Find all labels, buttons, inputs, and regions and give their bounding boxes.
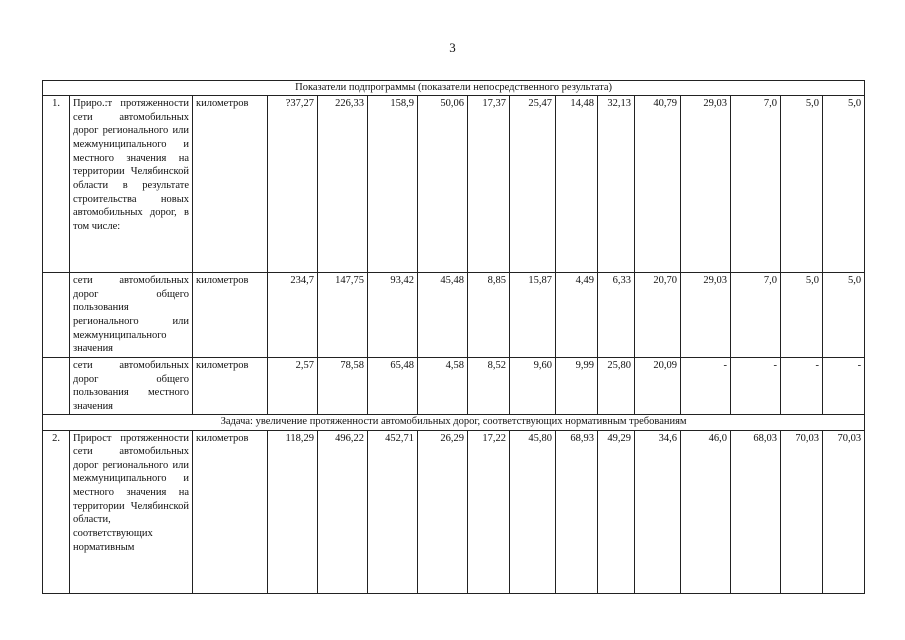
value-cell: 45,80 [510,430,556,593]
value-cell: 93,42 [368,273,418,358]
value-cell: 68,03 [731,430,781,593]
value-cell: 45,48 [418,273,468,358]
value-cell: 8,52 [468,357,510,415]
value-cell: 20,70 [635,273,681,358]
value-cell: 65,48 [368,357,418,415]
value-cell: - [731,357,781,415]
value-cell: 68,93 [556,430,598,593]
value-cell: 6,33 [598,273,635,358]
value-cell: 7,0 [731,96,781,273]
unit-cell: километров [193,357,268,415]
value-cell: 40,79 [635,96,681,273]
value-cell: - [781,357,823,415]
value-cell: 2,57 [268,357,318,415]
value-cell: 5,0 [823,96,865,273]
value-cell: - [823,357,865,415]
value-cell: 32,13 [598,96,635,273]
value-cell: 25,47 [510,96,556,273]
value-cell: - [681,357,731,415]
value-cell: 46,0 [681,430,731,593]
indicator-description: сети автомобильных дорог общего пользования местного значения [70,357,193,415]
row-number [43,273,70,358]
value-cell: 29,03 [681,96,731,273]
task-title: Задача: увеличение протяженности автомобильных дорог, соответствующих нормативным требованиям [43,415,865,430]
value-cell: 8,85 [468,273,510,358]
table-row [43,273,865,358]
value-cell: 452,71 [368,430,418,593]
value-cell: 234,7 [268,273,318,358]
unit-cell: километров [193,430,268,593]
value-cell: 70,03 [823,430,865,593]
value-cell: 26,29 [418,430,468,593]
value-cell: 147,75 [318,273,368,358]
section-header-row [43,81,865,96]
value-cell: 17,37 [468,96,510,273]
value-cell: 5,0 [781,96,823,273]
table-row [43,96,865,273]
row-number [43,357,70,415]
value-cell: 14,48 [556,96,598,273]
task-header-row [43,415,865,430]
row-number: 1. [43,96,70,273]
page-number: 3 [449,40,456,55]
value-cell: 5,0 [823,273,865,358]
value-cell: 4,58 [418,357,468,415]
value-cell: 70,03 [781,430,823,593]
value-cell: 78,58 [318,357,368,415]
value-cell: 17,22 [468,430,510,593]
table-row [43,430,865,593]
table-row [43,357,865,415]
value-cell: 9,60 [510,357,556,415]
indicators-table [42,80,865,594]
value-cell: 158,9 [368,96,418,273]
value-cell: 226,33 [318,96,368,273]
value-cell: 5,0 [781,273,823,358]
value-cell: 118,29 [268,430,318,593]
unit-cell: километров [193,96,268,273]
value-cell: 34,6 [635,430,681,593]
indicator-description: сети автомобильных дорог общего пользования регионального или межмуниципального значения [70,273,193,358]
value-cell: 9,99 [556,357,598,415]
indicator-description: Приро.:т протяженности сети автомобильных дорог регионального или межмуниципального и местного значения на территории Челябинской области в результате строительства новых автомобильных дорог, в том числе: [70,96,193,273]
value-cell: 20,09 [635,357,681,415]
value-cell: 496,22 [318,430,368,593]
unit-cell: километров [193,273,268,358]
value-cell: ?37,27 [268,96,318,273]
row-number: 2. [43,430,70,593]
indicator-description: Прирост протяженности сети автомобильных дорог регионального или межмуниципального и местного значения на территории Челябинской области, соответствующих нормативным [70,430,193,593]
value-cell: 15,87 [510,273,556,358]
value-cell: 25,80 [598,357,635,415]
value-cell: 29,03 [681,273,731,358]
section-title: Показатели подпрограммы (показатели непосредственного результата) [43,81,865,96]
value-cell: 7,0 [731,273,781,358]
value-cell: 4,49 [556,273,598,358]
value-cell: 50,06 [418,96,468,273]
value-cell: 49,29 [598,430,635,593]
